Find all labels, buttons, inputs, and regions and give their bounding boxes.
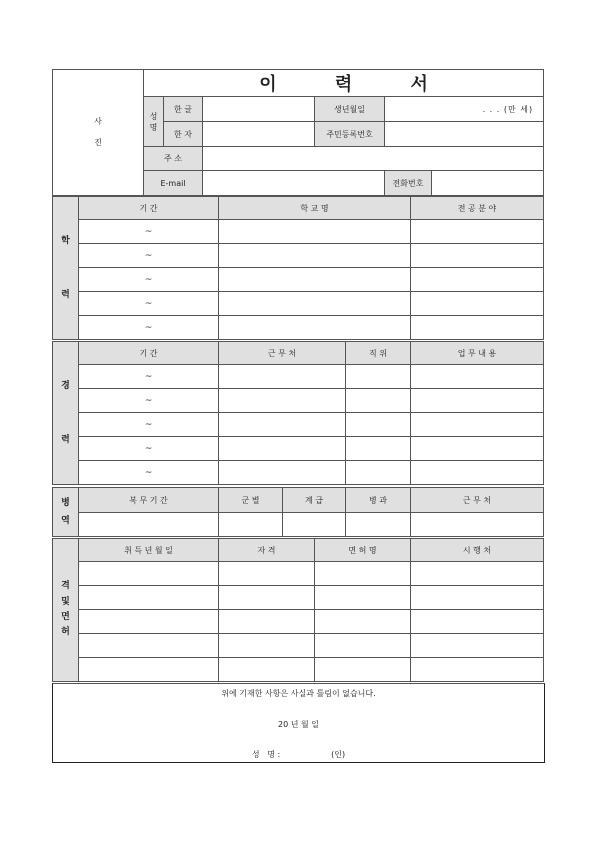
license-section-label-3: 면	[61, 612, 70, 622]
education-row-school[interactable]	[219, 244, 411, 268]
license-row-date[interactable]	[79, 658, 219, 682]
career-row-duties[interactable]	[411, 389, 544, 413]
license-row-issuer[interactable]	[411, 586, 544, 610]
photo-label-1: 사	[94, 116, 102, 126]
military-service-period-field[interactable]	[79, 513, 219, 537]
military-specialty-field[interactable]	[346, 513, 411, 537]
license-header-date: 취 득 년 월 일	[79, 539, 219, 562]
career-header-period: 기 간	[79, 342, 219, 365]
license-header-license-name: 면 허 명	[315, 539, 411, 562]
license-row-issuer[interactable]	[411, 610, 544, 634]
military-header-branch: 군 별	[219, 488, 283, 513]
resident-no-label: 주민등록번호	[315, 122, 385, 147]
military-branch-field[interactable]	[219, 513, 283, 537]
military-section-label-1: 병	[61, 498, 70, 508]
career-row-period[interactable]: ~	[79, 365, 219, 389]
declaration-statement: 위에 기재한 사항은 사실과 틀림이 없습니다.	[221, 689, 376, 698]
license-row-date[interactable]	[79, 586, 219, 610]
license-row-issuer[interactable]	[411, 658, 544, 682]
career-table	[52, 341, 544, 485]
name-label-1: 성	[149, 111, 158, 121]
career-row-position[interactable]	[346, 365, 411, 389]
military-workplace-field[interactable]	[411, 513, 544, 537]
career-row-position[interactable]	[346, 437, 411, 461]
name-label	[144, 97, 164, 147]
hangul-name-field[interactable]	[203, 97, 315, 122]
license-header-qualification: 자 격	[219, 539, 315, 562]
military-section-label-2: 역	[61, 516, 70, 526]
education-row-period[interactable]: ~	[79, 220, 219, 244]
declaration-signature[interactable]: 성 명 : (인)	[251, 750, 346, 759]
license-section-label-1: 격	[61, 581, 70, 592]
page-title: 이 력 서	[144, 70, 544, 97]
address-field[interactable]	[203, 147, 544, 171]
license-section-label	[53, 539, 79, 682]
license-row-license-name[interactable]	[315, 658, 411, 682]
license-row-license-name[interactable]	[315, 634, 411, 658]
career-row-workplace[interactable]	[219, 461, 346, 485]
military-header-specialty: 병 과	[346, 488, 411, 513]
military-header-workplace: 근 무 처	[411, 488, 544, 513]
military-table	[52, 487, 544, 537]
education-row-major[interactable]	[411, 292, 544, 316]
education-table	[52, 196, 544, 340]
email-field[interactable]	[203, 171, 385, 196]
hangul-name-label: 한 글	[164, 97, 203, 122]
declaration-box	[52, 683, 545, 763]
license-section-label-4: 허	[61, 627, 70, 638]
license-section-label-2: 및	[61, 596, 70, 607]
military-section-label	[53, 488, 79, 537]
career-header-duties: 업 무 내 용	[411, 342, 544, 365]
license-row-qualification[interactable]	[219, 658, 315, 682]
name-label-2: 명	[149, 122, 158, 132]
education-row-major[interactable]	[411, 244, 544, 268]
education-row-period[interactable]: ~	[79, 292, 219, 316]
email-label: E-mail	[144, 171, 203, 196]
career-section-label-1: 경	[61, 381, 70, 391]
license-row-issuer[interactable]	[411, 562, 544, 586]
phone-label: 전화번호	[385, 171, 432, 196]
license-row-issuer[interactable]	[411, 634, 544, 658]
education-row-major[interactable]	[411, 316, 544, 340]
education-row-school[interactable]	[219, 316, 411, 340]
license-row-date[interactable]	[79, 610, 219, 634]
education-section-label-2: 력	[61, 290, 70, 300]
personal-info-table	[52, 69, 544, 196]
license-table	[52, 538, 544, 682]
education-row-period[interactable]: ~	[79, 316, 219, 340]
career-row-position[interactable]	[346, 389, 411, 413]
dob-field[interactable]: . . . (만 세)	[385, 97, 544, 122]
career-row-workplace[interactable]	[219, 365, 346, 389]
career-row-duties[interactable]	[411, 461, 544, 485]
career-row-duties[interactable]	[411, 437, 544, 461]
license-row-qualification[interactable]	[219, 610, 315, 634]
license-row-license-name[interactable]	[315, 610, 411, 634]
career-row-workplace[interactable]	[219, 389, 346, 413]
education-header-major: 전 공 분 야	[411, 197, 544, 220]
career-row-duties[interactable]	[411, 365, 544, 389]
career-section-label-2: 력	[61, 435, 70, 445]
photo-box	[53, 70, 144, 196]
education-header-period: 기 간	[79, 197, 219, 220]
career-section-label	[53, 342, 79, 485]
military-header-rank: 계 급	[283, 488, 346, 513]
license-row-license-name[interactable]	[315, 562, 411, 586]
education-row-period[interactable]: ~	[79, 268, 219, 292]
military-rank-field[interactable]	[283, 513, 346, 537]
license-row-qualification[interactable]	[219, 634, 315, 658]
career-row-position[interactable]	[346, 413, 411, 437]
address-label: 주 소	[144, 147, 203, 171]
career-row-duties[interactable]	[411, 413, 544, 437]
career-header-workplace: 근 무 처	[219, 342, 346, 365]
career-row-workplace[interactable]	[219, 413, 346, 437]
license-row-license-name[interactable]	[315, 586, 411, 610]
education-row-school[interactable]	[219, 268, 411, 292]
license-row-date[interactable]	[79, 562, 219, 586]
military-header-service-period: 복 무 기 간	[79, 488, 219, 513]
career-row-period[interactable]: ~	[79, 389, 219, 413]
license-row-date[interactable]	[79, 634, 219, 658]
education-row-period[interactable]: ~	[79, 244, 219, 268]
career-row-period[interactable]: ~	[79, 437, 219, 461]
license-row-qualification[interactable]	[219, 562, 315, 586]
education-row-major[interactable]	[411, 268, 544, 292]
career-row-period[interactable]: ~	[79, 461, 219, 485]
career-row-period[interactable]: ~	[79, 413, 219, 437]
resident-no-field[interactable]	[385, 122, 544, 147]
education-header-school: 학 교 명	[219, 197, 411, 220]
career-row-workplace[interactable]	[219, 437, 346, 461]
hanja-name-label: 한 자	[164, 122, 203, 147]
declaration-date[interactable]: 20 년 월 일	[278, 720, 319, 729]
education-row-school[interactable]	[219, 292, 411, 316]
license-row-qualification[interactable]	[219, 586, 315, 610]
education-section-label	[53, 197, 79, 340]
career-row-position[interactable]	[346, 461, 411, 485]
phone-field[interactable]	[432, 171, 544, 196]
career-header-position: 직 위	[346, 342, 411, 365]
education-row-school[interactable]	[219, 220, 411, 244]
education-row-major[interactable]	[411, 220, 544, 244]
photo-label-2: 진	[94, 137, 102, 147]
dob-label: 생년월일	[315, 97, 385, 122]
license-header-issuer: 시 행 처	[411, 539, 544, 562]
hanja-name-field[interactable]	[203, 122, 315, 147]
education-section-label-1: 학	[61, 236, 70, 246]
